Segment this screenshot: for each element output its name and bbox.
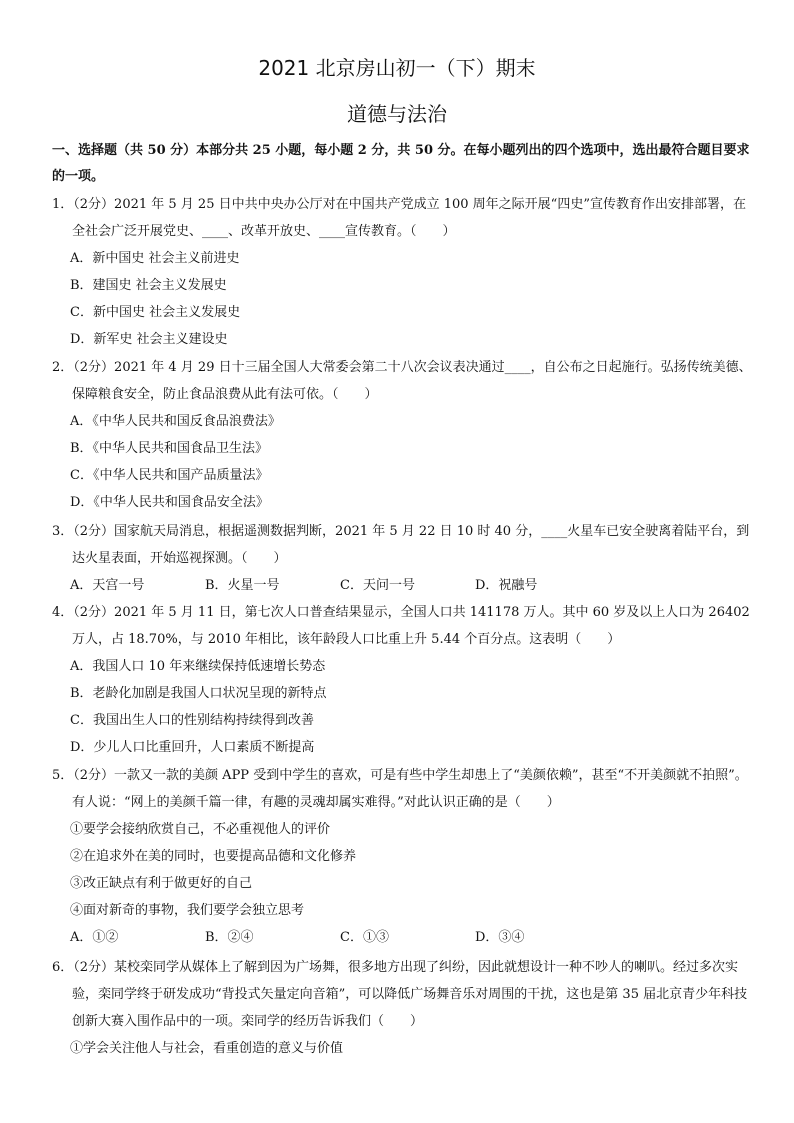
statement-1: ①学会关注他人与社会，看重创造的意义与价值 bbox=[70, 1041, 344, 1056]
question-2 bbox=[52, 354, 757, 516]
question-stem: 6．（2分）某校栾同学从媒体上了解到因为广场舞，很多地方出现了纠纷，因此就想设计一种不吵人的喇叭。经过多次实验，栾同学终于研发成功“背投式矢量定向音箱”，可以降低广场舞音乐对周围的干扰，这也是第 35 届北京青少年科技创新大赛入围作品中的一项。栾同学的经历告诉我们（ ） bbox=[52, 960, 748, 1029]
question-stem: 5．（2分）一款又一款的美颜 APP 受到中学生的喜欢，可是有些中学生却患上了“美颜依赖”，甚至“不开美颜就不拍照”。有人说：“网上的美颜千篇一律，有趣的灵魂却属实难得。”对此认识正确的是（ ） bbox=[52, 768, 748, 810]
options-row bbox=[52, 924, 757, 951]
question-stem: 2．（2分）2021 年 4 月 29 日十三届全国人大常委会第二十八次会议表决通过____，自公布之日起施行。弘扬传统美德、保障粮食安全，防止食品浪费从此有法可依。（ ） bbox=[52, 360, 752, 402]
question-1 bbox=[52, 191, 757, 353]
options-row bbox=[52, 572, 757, 599]
option-b: B．建国史 社会主义发展史 bbox=[70, 278, 227, 293]
statement-1: ①要学会接纳欣赏自己，不必重视他人的评价 bbox=[70, 822, 331, 837]
option-b: B．②④ bbox=[205, 930, 254, 945]
option-c: C．新中国史 社会主义发展史 bbox=[70, 305, 241, 320]
option-a: A．我国人口 10 年来继续保持低速增长势态 bbox=[70, 659, 326, 674]
option-a: A．①② bbox=[70, 930, 119, 945]
question-6 bbox=[52, 954, 757, 1062]
statement-3: ③改正缺点有利于做更好的自己 bbox=[70, 876, 253, 891]
option-d: D．③④ bbox=[475, 930, 525, 945]
section-heading: 一、选择题（共 50 分）本部分共 25 小题，每小题 2 分，共 50 分。在每小题列出的四个选项中，选出最符合题目要求的一项。 bbox=[52, 143, 750, 184]
question-stem: 1．（2分）2021 年 5 月 25 日中共中央办公厅对在中国共产党成立 100 周年之际开展“四史”宣传教育作出安排部署，在全社会广泛开展党史、____、改革开放史、____宣传教育。（ ） bbox=[52, 197, 746, 239]
option-d: D．新军史 社会主义建设史 bbox=[70, 332, 228, 347]
question-5 bbox=[52, 762, 757, 951]
option-c: C．天问一号 bbox=[340, 578, 415, 593]
question-3 bbox=[52, 518, 757, 599]
statement-4: ④面对新奇的事物，我们要学会独立思考 bbox=[70, 903, 305, 918]
option-d: D．祝融号 bbox=[475, 578, 538, 593]
question-stem: 3．（2分）国家航天局消息，根据遥测数据判断，2021 年 5 月 22 日 10 时 40 分，____火星车已安全驶离着陆平台，到达火星表面，开始巡视探测。（ ） bbox=[52, 524, 750, 566]
option-b: B．老龄化加剧是我国人口状况呈现的新特点 bbox=[70, 686, 327, 701]
exam-title: 2021 北京房山初一（下）期末 bbox=[258, 56, 536, 80]
option-c: C．我国出生人口的性别结构持续得到改善 bbox=[70, 713, 314, 728]
option-c: C．《中华人民共和国产品质量法》 bbox=[70, 468, 269, 483]
option-a: A．新中国史 社会主义前进史 bbox=[70, 251, 240, 266]
question-stem: 4．（2分）2021 年 5 月 11 日，第七次人口普查结果显示，全国人口共 141178 万人。其中 60 岁及以上人口为 26402 万人，占 18.70%，与 2010 年相比，该年龄段人口比重上升 5.44 个百分点。这表明（ ） bbox=[52, 605, 750, 647]
option-a: A．天宫一号 bbox=[70, 578, 145, 593]
option-c: C．①③ bbox=[340, 930, 389, 945]
subject-title: 道德与法治 bbox=[347, 102, 447, 126]
option-b: B．火星一号 bbox=[205, 578, 280, 593]
option-d: D．《中华人民共和国食品安全法》 bbox=[70, 495, 269, 510]
question-4 bbox=[52, 599, 757, 761]
option-d: D．少儿人口比重回升，人口素质不断提高 bbox=[70, 740, 315, 755]
option-a: A．《中华人民共和国反食品浪费法》 bbox=[70, 414, 281, 429]
statement-2: ②在追求外在美的同时，也要提高品德和文化修养 bbox=[70, 849, 357, 864]
option-b: B．《中华人民共和国食品卫生法》 bbox=[70, 441, 269, 456]
